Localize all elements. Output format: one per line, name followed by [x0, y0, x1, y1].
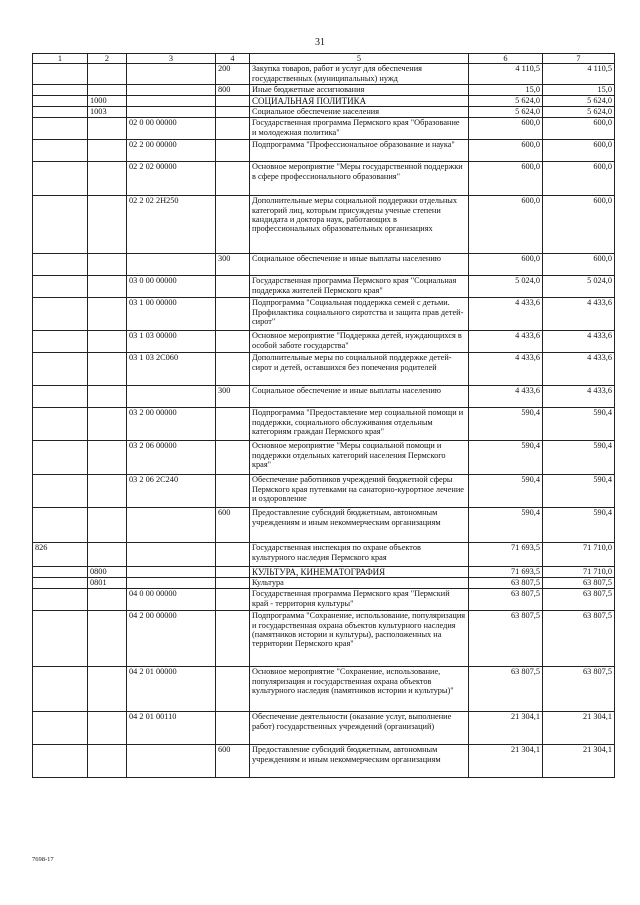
administrator-code-cell	[33, 331, 88, 353]
amount-year-1-cell: 5 024,0	[469, 276, 543, 298]
amount-year-2-cell: 15,0	[543, 85, 615, 96]
target-article-cell	[127, 85, 216, 96]
amount-year-2-cell: 71 710,0	[543, 543, 615, 567]
amount-year-1-cell: 63 807,5	[469, 589, 543, 611]
administrator-code-cell	[33, 64, 88, 85]
amount-year-1-cell: 590,4	[469, 408, 543, 441]
target-article-cell: 02 2 02 2Н250	[127, 196, 216, 254]
section-code-cell	[88, 298, 127, 331]
description-cell: Государственная программа Пермского края "Пермский край - территория культуры"	[250, 589, 469, 611]
amount-year-1-cell: 600,0	[469, 118, 543, 140]
amount-year-1-cell: 600,0	[469, 254, 543, 276]
amount-year-2-cell: 5 624,0	[543, 96, 615, 107]
administrator-code-cell	[33, 162, 88, 196]
administrator-code-cell	[33, 85, 88, 96]
section-code-cell: 1000	[88, 96, 127, 107]
description-cell: Основное мероприятие "Меры социальной помощи и поддержки отдельных категорий населения Пермского края"	[250, 441, 469, 475]
expense-type-cell	[216, 96, 250, 107]
expense-type-cell	[216, 475, 250, 508]
target-article-cell: 04 0 00 00000	[127, 589, 216, 611]
target-article-cell: 03 1 03 2С060	[127, 353, 216, 386]
amount-year-2-cell: 63 807,5	[543, 611, 615, 667]
amount-year-2-cell: 21 304,1	[543, 745, 615, 778]
expense-type-cell	[216, 667, 250, 712]
administrator-code-cell	[33, 196, 88, 254]
administrator-code-cell	[33, 745, 88, 778]
amount-year-2-cell: 4 433,6	[543, 298, 615, 331]
amount-year-1-cell: 590,4	[469, 441, 543, 475]
section-code-cell	[88, 475, 127, 508]
header-row	[33, 54, 615, 64]
section-code-cell	[88, 386, 127, 408]
table-body	[33, 64, 615, 778]
amount-year-1-cell: 21 304,1	[469, 745, 543, 778]
table-row	[33, 196, 615, 254]
expense-type-cell	[216, 118, 250, 140]
amount-year-2-cell: 600,0	[543, 196, 615, 254]
section-code-cell	[88, 64, 127, 85]
administrator-code-cell	[33, 298, 88, 331]
table-row	[33, 331, 615, 353]
table-row	[33, 667, 615, 712]
amount-year-2-cell: 590,4	[543, 408, 615, 441]
expense-type-cell	[216, 567, 250, 578]
description-cell: Подпрограмма "Сохранение, использование, популяризация и государственная охрана объектов культурного наследия (памятников истории и культуры), расположенных на территории Пермского края"	[250, 611, 469, 667]
table-row	[33, 96, 615, 107]
description-cell: Государственная программа Пермского края "Образование и молодежная политика"	[250, 118, 469, 140]
column-header: 2	[88, 54, 127, 64]
administrator-code-cell	[33, 508, 88, 543]
target-article-cell: 03 0 00 00000	[127, 276, 216, 298]
expense-type-cell	[216, 712, 250, 745]
target-article-cell	[127, 64, 216, 85]
table-row	[33, 254, 615, 276]
section-code-cell	[88, 667, 127, 712]
amount-year-2-cell: 600,0	[543, 254, 615, 276]
expense-type-cell: 300	[216, 254, 250, 276]
expense-type-cell: 800	[216, 85, 250, 96]
table-row	[33, 298, 615, 331]
page-number: 31	[315, 37, 325, 48]
expense-type-cell	[216, 162, 250, 196]
table-row	[33, 85, 615, 96]
target-article-cell	[127, 107, 216, 118]
expense-type-cell	[216, 611, 250, 667]
section-code-cell	[88, 118, 127, 140]
expense-type-cell	[216, 140, 250, 162]
target-article-cell: 02 2 00 00000	[127, 140, 216, 162]
expense-type-cell	[216, 578, 250, 589]
description-cell: Подпрограмма "Социальная поддержка семей с детьми. Профилактика социального сиротства и защита прав детей-сирот"	[250, 298, 469, 331]
section-code-cell	[88, 408, 127, 441]
table-row	[33, 611, 615, 667]
amount-year-2-cell: 600,0	[543, 140, 615, 162]
description-cell: Обеспечение работников учреждений бюджетной сферы Пермского края путевками на санаторно-курортное лечение и оздоровление	[250, 475, 469, 508]
table-row	[33, 475, 615, 508]
description-cell: Обеспечение деятельности (оказание услуг, выполнение работ) государственных учреждений (организаций)	[250, 712, 469, 745]
column-header: 6	[469, 54, 543, 64]
administrator-code-cell	[33, 611, 88, 667]
description-cell: Социальное обеспечение и иные выплаты населению	[250, 254, 469, 276]
amount-year-2-cell: 4 433,6	[543, 386, 615, 408]
administrator-code-cell	[33, 408, 88, 441]
table-row	[33, 64, 615, 85]
administrator-code-cell	[33, 578, 88, 589]
expense-type-cell	[216, 331, 250, 353]
target-article-cell	[127, 567, 216, 578]
amount-year-2-cell: 21 304,1	[543, 712, 615, 745]
target-article-cell: 03 2 06 2С240	[127, 475, 216, 508]
description-cell: Дополнительные меры социальной поддержки отдельных категорий лиц, которым присуждены ученые степени кандидата и доктора наук, работающих в профессиональных образовательных организациях	[250, 196, 469, 254]
section-code-cell	[88, 508, 127, 543]
column-header: 7	[543, 54, 615, 64]
expense-type-cell: 300	[216, 386, 250, 408]
table-row	[33, 589, 615, 611]
section-code-cell	[88, 441, 127, 475]
target-article-cell: 03 1 00 00000	[127, 298, 216, 331]
description-cell: Культура	[250, 578, 469, 589]
table-row	[33, 745, 615, 778]
amount-year-1-cell: 63 807,5	[469, 578, 543, 589]
section-code-cell	[88, 140, 127, 162]
amount-year-1-cell: 63 807,5	[469, 667, 543, 712]
target-article-cell: 04 2 01 00000	[127, 667, 216, 712]
amount-year-1-cell: 590,4	[469, 475, 543, 508]
target-article-cell	[127, 508, 216, 543]
administrator-code-cell	[33, 254, 88, 276]
administrator-code-cell	[33, 96, 88, 107]
expense-type-cell	[216, 196, 250, 254]
administrator-code-cell	[33, 712, 88, 745]
description-cell: КУЛЬТУРА, КИНЕМАТОГРАФИЯ	[250, 567, 469, 578]
amount-year-2-cell: 4 433,6	[543, 331, 615, 353]
target-article-cell	[127, 578, 216, 589]
amount-year-1-cell: 4 433,6	[469, 353, 543, 386]
amount-year-1-cell: 63 807,5	[469, 611, 543, 667]
amount-year-1-cell: 590,4	[469, 508, 543, 543]
administrator-code-cell	[33, 441, 88, 475]
administrator-code-cell	[33, 353, 88, 386]
amount-year-2-cell: 5 024,0	[543, 276, 615, 298]
table-row	[33, 567, 615, 578]
target-article-cell: 04 2 01 00110	[127, 712, 216, 745]
section-code-cell	[88, 331, 127, 353]
administrator-code-cell	[33, 475, 88, 508]
column-header: 5	[250, 54, 469, 64]
table-row	[33, 408, 615, 441]
administrator-code-cell	[33, 107, 88, 118]
table-row	[33, 578, 615, 589]
description-cell: Основное мероприятие "Меры государственной поддержки в сфере профессионального образования"	[250, 162, 469, 196]
table-row	[33, 441, 615, 475]
section-code-cell	[88, 745, 127, 778]
section-code-cell: 1003	[88, 107, 127, 118]
amount-year-1-cell: 21 304,1	[469, 712, 543, 745]
expense-type-cell	[216, 276, 250, 298]
description-cell: Дополнительные меры по социальной поддержке детей-сирот и детей, оставшихся без попечения родителей	[250, 353, 469, 386]
amount-year-1-cell: 71 693,5	[469, 543, 543, 567]
amount-year-1-cell: 4 433,6	[469, 298, 543, 331]
description-cell: Иные бюджетные ассигнования	[250, 85, 469, 96]
section-code-cell	[88, 589, 127, 611]
budget-table	[32, 53, 615, 778]
description-cell: Социальное обеспечение населения	[250, 107, 469, 118]
section-code-cell: 0800	[88, 567, 127, 578]
column-header: 1	[33, 54, 88, 64]
table-row	[33, 140, 615, 162]
target-article-cell	[127, 96, 216, 107]
amount-year-2-cell: 5 624,0	[543, 107, 615, 118]
amount-year-2-cell: 63 807,5	[543, 589, 615, 611]
target-article-cell	[127, 386, 216, 408]
expense-type-cell	[216, 298, 250, 331]
description-cell: Государственная программа Пермского края "Социальная поддержка жителей Пермского края"	[250, 276, 469, 298]
column-header: 4	[216, 54, 250, 64]
description-cell: Социальное обеспечение и иные выплаты населению	[250, 386, 469, 408]
administrator-code-cell	[33, 567, 88, 578]
target-article-cell: 03 2 00 00000	[127, 408, 216, 441]
amount-year-1-cell: 600,0	[469, 196, 543, 254]
description-cell: Основное мероприятие "Сохранение, использование, популяризация и государственная охрана объектов культурного наследия (памятников истории и культуры)"	[250, 667, 469, 712]
amount-year-2-cell: 71 710,0	[543, 567, 615, 578]
amount-year-2-cell: 600,0	[543, 118, 615, 140]
table-row	[33, 386, 615, 408]
target-article-cell	[127, 745, 216, 778]
amount-year-2-cell: 600,0	[543, 162, 615, 196]
target-article-cell: 04 2 00 00000	[127, 611, 216, 667]
table-row	[33, 508, 615, 543]
amount-year-2-cell: 590,4	[543, 508, 615, 543]
description-cell: Подпрограмма "Профессиональное образование и наука"	[250, 140, 469, 162]
amount-year-2-cell: 590,4	[543, 475, 615, 508]
target-article-cell	[127, 254, 216, 276]
amount-year-1-cell: 5 624,0	[469, 107, 543, 118]
description-cell: Предоставление субсидий бюджетным, автономным учреждениям и иным некоммерческим организациям	[250, 508, 469, 543]
amount-year-1-cell: 600,0	[469, 140, 543, 162]
target-article-cell: 03 1 03 00000	[127, 331, 216, 353]
expense-type-cell	[216, 353, 250, 386]
administrator-code-cell	[33, 140, 88, 162]
amount-year-1-cell: 71 693,5	[469, 567, 543, 578]
table-row	[33, 712, 615, 745]
description-cell: СОЦИАЛЬНАЯ ПОЛИТИКА	[250, 96, 469, 107]
expense-type-cell	[216, 543, 250, 567]
administrator-code-cell: 826	[33, 543, 88, 567]
expense-type-cell	[216, 589, 250, 611]
amount-year-2-cell: 4 110,5	[543, 64, 615, 85]
expense-type-cell	[216, 408, 250, 441]
section-code-cell	[88, 712, 127, 745]
column-header: 3	[127, 54, 216, 64]
expense-type-cell: 600	[216, 745, 250, 778]
description-cell: Основное мероприятие "Поддержка детей, нуждающихся в особой заботе государства"	[250, 331, 469, 353]
description-cell: Предоставление субсидий бюджетным, автономным учреждениям и иным некоммерческим организациям	[250, 745, 469, 778]
section-code-cell	[88, 276, 127, 298]
amount-year-2-cell: 63 807,5	[543, 578, 615, 589]
section-code-cell	[88, 196, 127, 254]
table-row	[33, 162, 615, 196]
section-code-cell	[88, 85, 127, 96]
amount-year-1-cell: 4 110,5	[469, 64, 543, 85]
amount-year-2-cell: 63 807,5	[543, 667, 615, 712]
table-row	[33, 118, 615, 140]
amount-year-1-cell: 4 433,6	[469, 331, 543, 353]
description-cell: Государственная инспекция по охране объектов культурного наследия Пермского края	[250, 543, 469, 567]
amount-year-2-cell: 590,4	[543, 441, 615, 475]
description-cell: Закупка товаров, работ и услуг для обеспечения государственных (муниципальных) нужд	[250, 64, 469, 85]
section-code-cell	[88, 162, 127, 196]
amount-year-2-cell: 4 433,6	[543, 353, 615, 386]
amount-year-1-cell: 5 624,0	[469, 96, 543, 107]
expense-type-cell	[216, 441, 250, 475]
section-code-cell	[88, 254, 127, 276]
target-article-cell: 03 2 06 00000	[127, 441, 216, 475]
section-code-cell	[88, 611, 127, 667]
table-row	[33, 107, 615, 118]
expense-type-cell: 600	[216, 508, 250, 543]
expense-type-cell: 200	[216, 64, 250, 85]
table-row	[33, 543, 615, 567]
target-article-cell: 02 2 02 00000	[127, 162, 216, 196]
amount-year-1-cell: 600,0	[469, 162, 543, 196]
section-code-cell: 0801	[88, 578, 127, 589]
description-cell: Подпрограмма "Предоставление мер социальной помощи и поддержки, социального обслуживания отдельным категориям граждан Пермского края"	[250, 408, 469, 441]
footer-code: 7698-17	[32, 856, 54, 863]
section-code-cell	[88, 543, 127, 567]
amount-year-1-cell: 4 433,6	[469, 386, 543, 408]
administrator-code-cell	[33, 276, 88, 298]
target-article-cell	[127, 543, 216, 567]
administrator-code-cell	[33, 589, 88, 611]
target-article-cell: 02 0 00 00000	[127, 118, 216, 140]
administrator-code-cell	[33, 118, 88, 140]
administrator-code-cell	[33, 386, 88, 408]
expense-type-cell	[216, 107, 250, 118]
section-code-cell	[88, 353, 127, 386]
table-row	[33, 353, 615, 386]
administrator-code-cell	[33, 667, 88, 712]
table-row	[33, 276, 615, 298]
amount-year-1-cell: 15,0	[469, 85, 543, 96]
